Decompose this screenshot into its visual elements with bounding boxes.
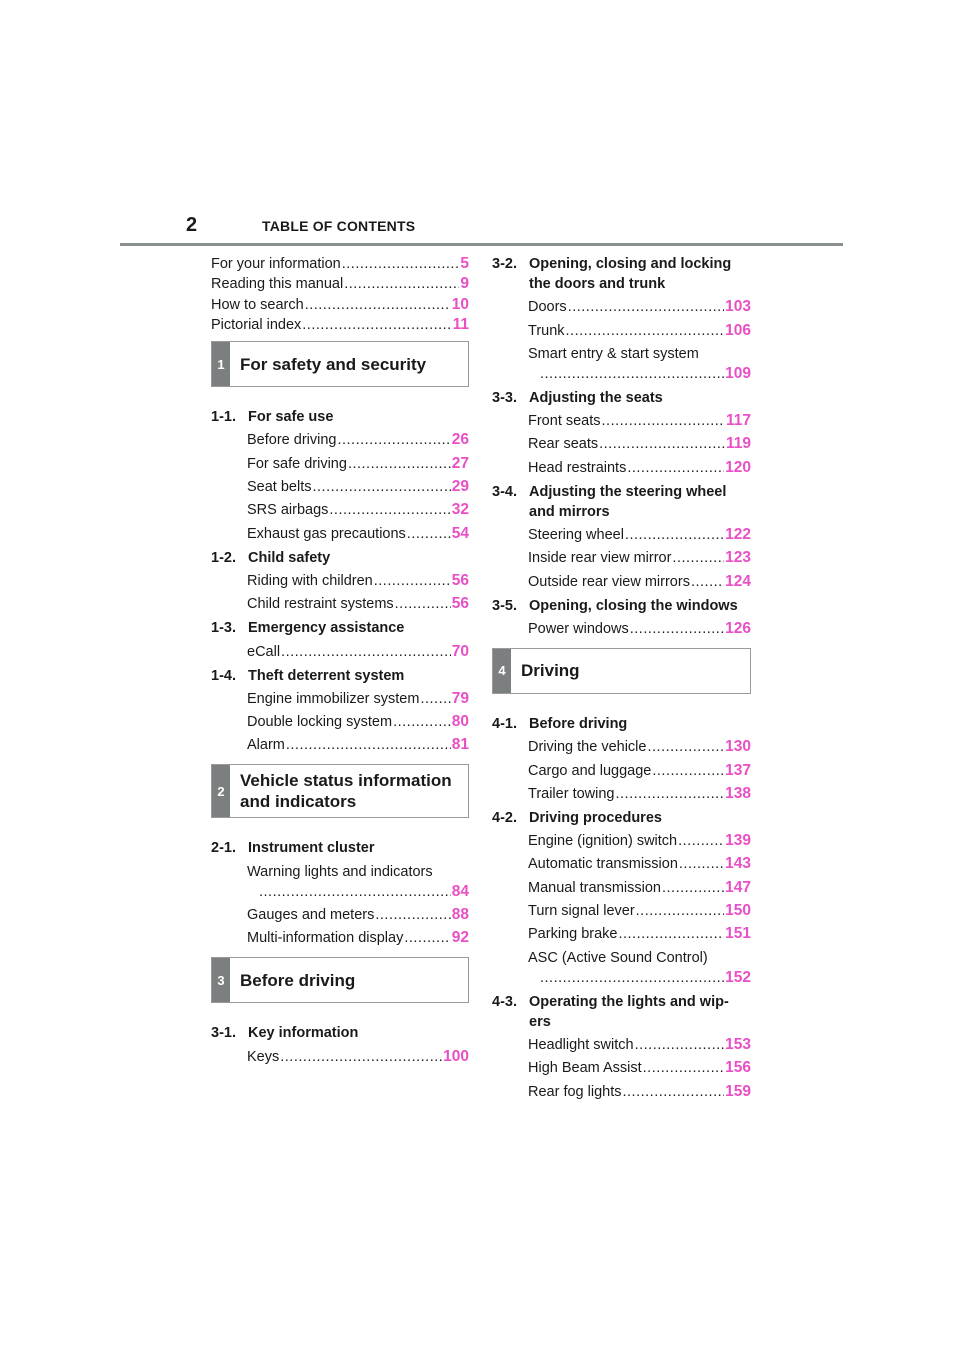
page-link[interactable]: 122 xyxy=(725,526,751,544)
page-link[interactable]: 54 xyxy=(451,524,469,542)
page-link[interactable]: 151 xyxy=(725,925,751,943)
page-link[interactable]: 106 xyxy=(725,321,751,339)
page-link[interactable]: 103 xyxy=(725,298,751,316)
section-tab: 1 xyxy=(212,342,230,386)
toc-entry[interactable]: Rear fog lights ..... 159 xyxy=(528,1082,751,1102)
toc-entry[interactable]: Turn signal lever ..... 150 xyxy=(528,901,751,921)
page-link[interactable]: 92 xyxy=(451,929,469,947)
subsection-heading: 2-1. Instrument cluster xyxy=(211,840,375,857)
toc-entry[interactable]: Inside rear view mirror ..... 123 xyxy=(528,548,751,568)
toc-entry[interactable]: Power windows ..... 126 xyxy=(528,619,751,639)
toc-entry[interactable]: For your information ..... 5 xyxy=(211,254,469,274)
subsection-heading: 4-3. Operating the lights and wip- ers xyxy=(492,993,729,1030)
toc-entry[interactable]: How to search ..... 10 xyxy=(211,295,469,315)
subsection-heading: 1-3. Emergency assistance xyxy=(211,620,405,637)
section-header-4[interactable] xyxy=(492,648,751,694)
page-link[interactable]: 159 xyxy=(725,1082,751,1100)
toc-entry[interactable]: Pictorial index ..... 11 xyxy=(211,315,469,335)
header-title: TABLE OF CONTENTS xyxy=(262,218,416,234)
toc-entry[interactable]: Child restraint systems ..... 56 xyxy=(247,594,469,614)
page-link[interactable]: 109 xyxy=(725,364,751,382)
page-link[interactable]: 81 xyxy=(451,736,469,754)
page-link[interactable]: 56 xyxy=(451,595,469,613)
toc-entry[interactable]: eCall ..... 70 xyxy=(247,642,469,662)
toc-entry[interactable]: Doors ..... 103 xyxy=(528,297,751,317)
section-title: Before driving xyxy=(240,970,356,990)
toc-entry[interactable]: Double locking system ..... 80 xyxy=(247,712,469,732)
toc-entry[interactable]: ASC (Active Sound Control) ..... 152 xyxy=(528,948,751,988)
toc-entry[interactable]: Keys ..... 100 xyxy=(247,1047,469,1067)
page-link[interactable]: 147 xyxy=(725,878,751,896)
page-link[interactable]: 124 xyxy=(725,572,751,590)
page-link[interactable]: 26 xyxy=(451,431,469,449)
toc-entry[interactable]: For safe driving ..... 27 xyxy=(247,454,469,474)
subsection-heading: 3-2. Opening, closing and locking the doors and trunk xyxy=(492,256,732,292)
subsection-heading: 4-2. Driving procedures xyxy=(492,809,662,826)
page-link[interactable]: 80 xyxy=(451,713,469,731)
toc-entry[interactable]: Reading this manual ..... 9 xyxy=(211,274,469,294)
toc-entry[interactable]: Front seats ..... 117 xyxy=(528,411,751,431)
page-number: 2 xyxy=(186,214,198,236)
toc-entry[interactable]: Outside rear view mirrors ..... 124 xyxy=(528,572,751,592)
toc-entry[interactable]: Manual transmission ..... 147 xyxy=(528,878,751,898)
toc-entry[interactable]: Head restraints ..... 120 xyxy=(528,458,751,478)
page-link[interactable]: 143 xyxy=(725,855,751,873)
page-link[interactable]: 156 xyxy=(725,1059,751,1077)
page-header xyxy=(0,0,960,248)
subsection-heading: 1-4. Theft deterrent system xyxy=(211,667,405,684)
section-header-2[interactable] xyxy=(211,764,469,818)
section-tab: 4 xyxy=(493,649,511,693)
toc-entry[interactable]: Driving the vehicle ..... 130 xyxy=(528,737,751,757)
toc-entry[interactable]: Trailer towing ..... 138 xyxy=(528,784,751,804)
page-link[interactable]: 120 xyxy=(725,458,751,476)
page-link[interactable]: 126 xyxy=(725,619,751,637)
section-title: Driving xyxy=(521,661,580,681)
toc-entry[interactable]: Rear seats ..... 119 xyxy=(528,434,751,454)
toc-entry[interactable]: Steering wheel ..... 122 xyxy=(528,525,751,545)
page-link[interactable]: 10 xyxy=(451,295,469,313)
section-header-3[interactable] xyxy=(211,957,469,1003)
toc-right-column xyxy=(492,254,751,1102)
subsection-heading: 1-1. For safe use xyxy=(211,409,334,426)
page-link[interactable]: 138 xyxy=(725,784,751,802)
page-link[interactable]: 56 xyxy=(451,571,469,589)
toc-entry[interactable]: Exhaust gas precautions ..... 54 xyxy=(247,524,469,544)
subsection-heading: 3-5. Opening, closing the windows xyxy=(492,597,738,614)
page-link[interactable]: 9 xyxy=(460,275,469,293)
section-tab: 2 xyxy=(212,765,230,817)
toc-entry[interactable]: Before driving ..... 26 xyxy=(247,430,469,450)
toc-entry[interactable]: Riding with children ..... 56 xyxy=(247,571,469,591)
page-link[interactable]: 117 xyxy=(725,412,751,430)
page-link[interactable]: 32 xyxy=(451,501,469,519)
toc-entry[interactable]: Alarm ..... 81 xyxy=(247,735,469,755)
toc-entry[interactable]: High Beam Assist ..... 156 xyxy=(528,1058,751,1078)
page-link[interactable]: 119 xyxy=(725,435,751,453)
section-header-1[interactable] xyxy=(211,341,469,387)
page-link[interactable]: 100 xyxy=(443,1047,469,1065)
page-link[interactable]: 11 xyxy=(452,315,469,333)
toc-entry[interactable]: Trunk ..... 106 xyxy=(528,321,751,341)
toc-entry[interactable]: Headlight switch ..... 153 xyxy=(528,1035,751,1055)
page-link[interactable]: 150 xyxy=(725,902,751,920)
toc-entry[interactable]: Automatic transmission ..... 143 xyxy=(528,854,751,874)
toc-entry[interactable]: Seat belts ..... 29 xyxy=(247,477,469,497)
page-link[interactable]: 88 xyxy=(451,906,469,924)
toc-entry[interactable]: Smart entry & start system ..... 109 xyxy=(528,344,751,384)
subsection-heading: 3-4. Adjusting the steering wheel and mirrors xyxy=(492,483,727,520)
page-link[interactable]: 29 xyxy=(451,478,469,496)
page-link[interactable]: 152 xyxy=(725,968,751,986)
page-link[interactable]: 139 xyxy=(725,832,751,850)
section-title: Vehicle status information and indicators xyxy=(240,771,452,812)
page-link[interactable]: 79 xyxy=(451,689,469,707)
section-tab: 3 xyxy=(212,958,230,1002)
toc-entry[interactable]: Engine (ignition) switch ..... 139 xyxy=(528,831,751,851)
toc-entry[interactable]: Warning lights and indicators ..... 84 xyxy=(247,862,469,902)
toc-entry[interactable]: SRS airbags ..... 32 xyxy=(247,500,469,520)
page-link[interactable]: 137 xyxy=(725,761,751,779)
subsection-heading: 1-2. Child safety xyxy=(211,549,331,566)
toc-left-column xyxy=(211,254,469,1067)
page-link[interactable]: 153 xyxy=(725,1035,751,1053)
page-link[interactable]: 5 xyxy=(460,255,469,272)
page-link[interactable]: 130 xyxy=(725,738,751,756)
subsection-heading: 4-1. Before driving xyxy=(492,715,628,732)
header-rule xyxy=(120,243,843,246)
toc-entry[interactable]: Cargo and luggage ..... 137 xyxy=(528,761,751,781)
page-link[interactable]: 84 xyxy=(451,882,469,900)
subsection-heading: 3-1. Key information xyxy=(211,1025,359,1042)
subsection-heading: 3-3. Adjusting the seats xyxy=(492,389,663,406)
toc-entry[interactable]: Parking brake ..... 151 xyxy=(528,924,751,944)
page-link[interactable]: 27 xyxy=(451,454,469,472)
page-link[interactable]: 70 xyxy=(451,642,469,660)
page-link[interactable]: 123 xyxy=(725,549,751,567)
section-title: For safety and security xyxy=(240,354,427,374)
toc-entry[interactable]: Gauges and meters ..... 88 xyxy=(247,905,469,925)
toc-entry[interactable]: Multi-information display ..... 92 xyxy=(247,928,469,948)
toc-entry[interactable]: Engine immobilizer system ..... 79 xyxy=(247,689,469,709)
